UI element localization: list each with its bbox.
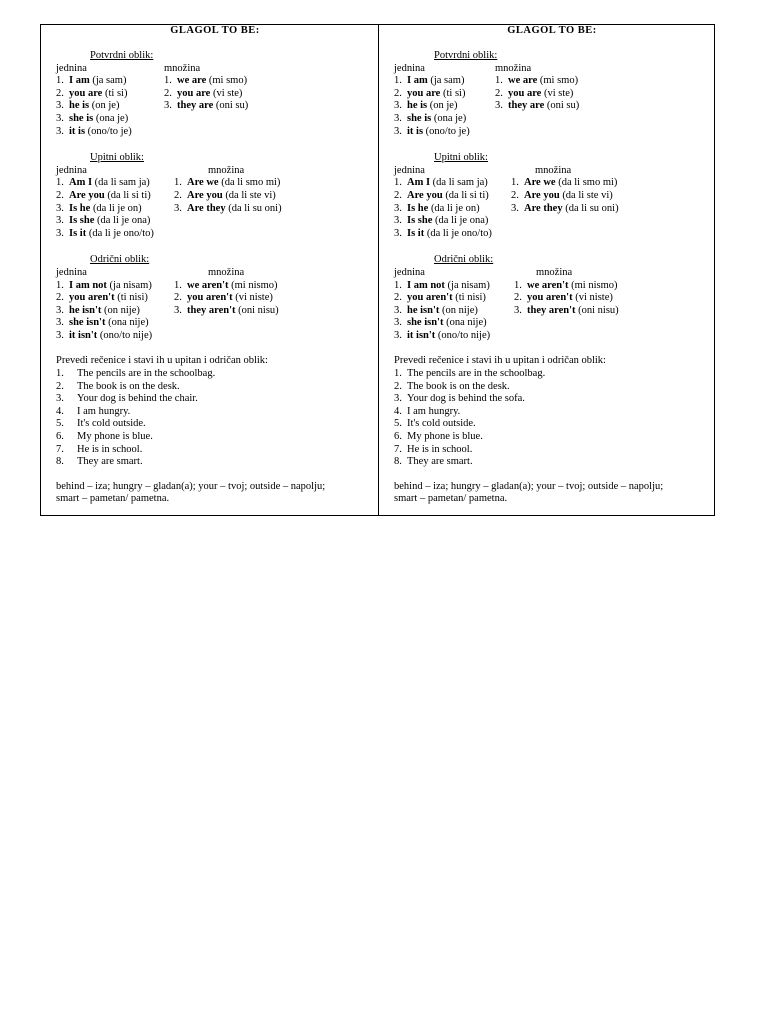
exercise-sentence: It's cold outside. [407, 418, 476, 430]
vocabulary-note [394, 481, 710, 506]
singular-form-row [56, 317, 174, 330]
exercise-number: 7. [56, 443, 64, 455]
affirmative-column-headers [56, 63, 374, 76]
form-number: 1. [56, 75, 64, 87]
plural-forms [514, 280, 619, 343]
form-verb: she isn't [69, 317, 106, 329]
exercise-sentence: They are smart. [407, 456, 473, 468]
form-number: 2. [56, 292, 64, 304]
exercise-list [56, 368, 374, 469]
question-column-headers [56, 165, 374, 178]
form-translation: (ono/to nije) [435, 329, 491, 341]
form-number: 3. [394, 304, 402, 316]
singular-label: jednina [394, 164, 425, 176]
form-number: 1. [511, 177, 519, 189]
plural-form-row [174, 280, 279, 293]
form-translation: (da li je ona) [432, 215, 489, 227]
form-translation: (mi smo) [537, 75, 579, 87]
form-number: 3. [394, 329, 402, 341]
form-verb: Is he [407, 202, 429, 214]
singular-form-row [56, 88, 164, 101]
worksheet-title: GLAGOL TO BE: [170, 25, 260, 36]
form-verb: I am not [69, 279, 107, 291]
form-translation: (ti si) [102, 87, 128, 99]
form-translation: (mi smo) [206, 75, 248, 87]
form-translation: (ono/to je) [423, 125, 470, 137]
form-verb: Are you [187, 189, 223, 201]
singular-form-row [56, 280, 174, 293]
singular-form-row [394, 190, 511, 203]
form-verb: she is [407, 112, 432, 124]
form-translation: (vi ste) [541, 87, 574, 99]
exercise-number: 1. [56, 368, 64, 380]
singular-label: jednina [394, 62, 425, 74]
negative-table [56, 280, 374, 343]
form-translation: (mi nismo) [228, 279, 278, 291]
singular-form-row [394, 100, 495, 113]
exercise-sentence: The pencils are in the schoolbag. [407, 368, 546, 380]
form-translation: (ti nisi) [452, 292, 486, 304]
right-content [394, 25, 710, 506]
form-number: 2. [174, 189, 182, 201]
form-verb: Am I [69, 177, 93, 189]
singular-forms [394, 75, 495, 138]
form-translation: (ona nije) [105, 317, 149, 329]
plural-label: množina [208, 266, 245, 278]
form-verb: you are [407, 87, 441, 99]
plural-form-row [495, 100, 579, 113]
form-translation: (da li je on) [428, 202, 480, 214]
form-verb: I am [407, 75, 428, 87]
vocabulary-line: behind – iza; hungry – gladan(a); your – tvoj; outside – napolju; [394, 480, 664, 492]
form-number: 3. [174, 202, 182, 214]
exercise-item [394, 444, 710, 457]
exercise-number: 6. [56, 431, 64, 443]
singular-form-row [394, 330, 514, 343]
form-number: 3. [56, 215, 64, 227]
singular-form-row [394, 305, 514, 318]
form-verb: Are we [524, 177, 556, 189]
form-number: 3. [56, 125, 64, 137]
plural-form-row [174, 305, 279, 318]
form-number: 1. [394, 279, 402, 291]
form-number: 3. [56, 317, 64, 329]
form-verb: she isn't [407, 317, 444, 329]
form-verb: he is [69, 100, 90, 112]
exercise-sentence: My phone is blue. [407, 431, 483, 443]
form-verb: Are they [187, 202, 226, 214]
negative-heading: Odrični oblik: [434, 254, 494, 266]
form-verb: you aren't [407, 292, 453, 304]
form-number: 1. [495, 75, 503, 87]
form-translation: (da li ste vi) [559, 189, 613, 201]
form-translation: (on nije) [101, 304, 140, 316]
form-verb: Am I [407, 177, 431, 189]
form-verb: they aren't [527, 304, 576, 316]
left-content [56, 25, 374, 506]
exercise-sentence: Your dog is behind the chair. [77, 393, 198, 405]
form-translation: (da li si ti) [104, 189, 151, 201]
exercise-item [394, 381, 710, 394]
form-verb: you are [177, 87, 211, 99]
exercise-sentence: Your dog is behind the sofa. [407, 393, 525, 405]
singular-form-row [56, 100, 164, 113]
singular-form-row [394, 215, 511, 228]
singular-forms [394, 177, 511, 240]
form-translation: (ona nije) [443, 317, 487, 329]
form-number: 2. [394, 189, 402, 201]
form-translation: (ja sam) [427, 75, 465, 87]
form-translation: (ona je) [93, 112, 129, 124]
plural-forms [511, 177, 619, 240]
form-verb: she is [69, 112, 94, 124]
form-translation: (da li ste vi) [222, 189, 276, 201]
form-verb: they are [508, 100, 545, 112]
vocabulary-note [56, 481, 374, 506]
form-verb: Are they [524, 202, 563, 214]
singular-label: jednina [56, 164, 87, 176]
form-verb: we are [177, 75, 207, 87]
singular-form-row [56, 228, 174, 241]
form-number: 3. [56, 227, 64, 239]
exercise-number: 2. [56, 380, 64, 392]
form-verb: you aren't [69, 292, 115, 304]
singular-label: jednina [56, 266, 87, 278]
form-verb: it isn't [407, 329, 436, 341]
singular-form-row [56, 330, 174, 343]
form-number: 3. [56, 304, 64, 316]
form-translation: (mi nismo) [568, 279, 618, 291]
form-number: 1. [174, 279, 182, 291]
form-verb: he isn't [407, 304, 440, 316]
form-number: 2. [164, 87, 172, 99]
form-translation: (on je) [427, 100, 458, 112]
form-translation: (da li si ti) [442, 189, 489, 201]
exercise-item [56, 418, 374, 431]
plural-form-row [495, 88, 579, 101]
exercise-sentence: The book is on the desk. [407, 380, 510, 392]
form-verb: Are you [524, 189, 560, 201]
form-number: 3. [511, 202, 519, 214]
singular-form-row [394, 280, 514, 293]
singular-form-row [394, 177, 511, 190]
form-translation: (vi ste) [210, 87, 243, 99]
exercise-item [56, 393, 374, 406]
question-heading: Upitni oblik: [90, 152, 144, 164]
plural-form-row [164, 88, 248, 101]
form-translation: (ti si) [440, 87, 466, 99]
exercise-number: 5. [56, 418, 64, 430]
affirmative-table [394, 75, 710, 138]
exercise-sentence: The book is on the desk. [77, 380, 180, 392]
exercise-number: 5. [394, 418, 402, 430]
form-translation: (on nije) [439, 304, 478, 316]
form-translation: (vi niste) [572, 292, 613, 304]
exercise-item [56, 444, 374, 457]
form-number: 2. [514, 292, 522, 304]
exercise-sentence: My phone is blue. [77, 431, 153, 443]
exercise-sentence: The pencils are in the schoolbag. [77, 368, 216, 380]
form-translation: (oni su) [213, 100, 249, 112]
form-verb: you aren't [527, 292, 573, 304]
form-number: 3. [514, 304, 522, 316]
form-translation: (da li je on) [90, 202, 142, 214]
exercise-number: 1. [394, 368, 402, 380]
exercise-item [56, 406, 374, 419]
exercise-item [56, 368, 374, 381]
exercise-number: 4. [56, 405, 64, 417]
singular-form-row [394, 88, 495, 101]
singular-form-row [56, 113, 164, 126]
singular-form-row [56, 177, 174, 190]
plural-form-row [164, 100, 248, 113]
plural-label: množina [536, 266, 573, 278]
plural-forms [495, 75, 579, 138]
form-number: 1. [56, 279, 64, 291]
form-translation: (ja nisam) [444, 279, 490, 291]
plural-form-row [514, 280, 619, 293]
exercise-item [394, 456, 710, 469]
form-translation: (ja nisam) [106, 279, 152, 291]
form-translation: (vi niste) [232, 292, 273, 304]
vocabulary-line: smart – pametan/ pametna. [394, 493, 508, 505]
exercise-number: 6. [394, 431, 402, 443]
form-translation: (oni su) [544, 100, 580, 112]
form-translation: (da li smo mi) [555, 177, 618, 189]
form-translation: (da li je ono/to) [424, 227, 492, 239]
form-number: 2. [511, 189, 519, 201]
singular-forms [394, 280, 514, 343]
form-number: 2. [56, 189, 64, 201]
form-verb: Is it [407, 227, 425, 239]
form-verb: we aren't [187, 279, 229, 291]
worksheet-sheet [40, 24, 715, 516]
question-heading: Upitni oblik: [434, 152, 488, 164]
plural-form-row [174, 177, 282, 190]
form-number: 2. [394, 292, 402, 304]
exercise-item [394, 418, 710, 431]
plural-form-row [511, 177, 619, 190]
form-number: 3. [56, 100, 64, 112]
form-translation: (on je) [89, 100, 120, 112]
form-verb: Are you [407, 189, 443, 201]
singular-form-row [394, 75, 495, 88]
form-translation: (oni nisu) [235, 304, 279, 316]
exercise-number: 7. [394, 443, 402, 455]
singular-form-row [56, 305, 174, 318]
form-verb: Is she [69, 215, 95, 227]
plural-form-row [511, 203, 619, 216]
exercise-number: 3. [394, 393, 402, 405]
singular-label: jednina [56, 62, 87, 74]
form-number: 2. [174, 292, 182, 304]
exercise-instructions: Prevedi rečenice i stavi ih u upitan i odričan oblik: [56, 355, 268, 367]
form-verb: you are [508, 87, 542, 99]
form-verb: he isn't [69, 304, 102, 316]
exercise-sentence: I am hungry. [407, 405, 461, 417]
exercise-item [394, 368, 710, 381]
singular-form-row [394, 203, 511, 216]
form-verb: it is [407, 125, 424, 137]
form-verb: they are [177, 100, 214, 112]
form-translation: (ja sam) [89, 75, 127, 87]
singular-form-row [56, 126, 164, 139]
exercise-item [56, 381, 374, 394]
form-verb: it isn't [69, 329, 98, 341]
exercise-item [56, 431, 374, 444]
exercise-list [394, 368, 710, 469]
singular-form-row [56, 215, 174, 228]
singular-form-row [394, 317, 514, 330]
form-translation: (da li su oni) [562, 202, 619, 214]
singular-forms [56, 280, 174, 343]
form-translation: (da li je ono/to) [86, 227, 154, 239]
plural-form-row [514, 292, 619, 305]
exercise-number: 8. [394, 456, 402, 468]
form-number: 3. [394, 100, 402, 112]
question-column-headers [394, 165, 710, 178]
exercise-sentence: He is in school. [407, 443, 473, 455]
form-number: 3. [394, 112, 402, 124]
exercise-sentence: I am hungry. [77, 405, 131, 417]
negative-column-headers [56, 267, 374, 280]
negative-table [394, 280, 710, 343]
form-number: 3. [56, 202, 64, 214]
singular-form-row [394, 228, 511, 241]
plural-label: množina [495, 62, 532, 74]
form-number: 2. [56, 87, 64, 99]
singular-forms [56, 177, 174, 240]
form-verb: we aren't [527, 279, 569, 291]
form-translation: (ono/to je) [85, 125, 132, 137]
question-table [56, 177, 374, 240]
singular-forms [56, 75, 164, 138]
exercise-item [394, 431, 710, 444]
form-number: 2. [394, 87, 402, 99]
form-number: 1. [174, 177, 182, 189]
plural-form-row [514, 305, 619, 318]
plural-form-row [511, 190, 619, 203]
exercise-sentence: They are smart. [77, 456, 143, 468]
form-translation: (da li su oni) [225, 202, 282, 214]
form-translation: (da li sam ja) [430, 177, 488, 189]
singular-form-row [56, 75, 164, 88]
form-verb: Is it [69, 227, 87, 239]
exercise-instructions: Prevedi rečenice i stavi ih u upitan i odričan oblik: [394, 355, 606, 367]
affirmative-table [56, 75, 374, 138]
form-number: 3. [394, 215, 402, 227]
exercise-number: 3. [56, 393, 64, 405]
form-number: 3. [394, 125, 402, 137]
form-verb: I am not [407, 279, 445, 291]
singular-form-row [56, 203, 174, 216]
form-translation: (ono/to nije) [97, 329, 153, 341]
form-translation: (oni nisu) [575, 304, 619, 316]
plural-forms [174, 177, 282, 240]
affirmative-heading: Potvrdni oblik: [434, 50, 498, 61]
vocabulary-line: behind – iza; hungry – gladan(a); your – tvoj; outside – napolju; [56, 480, 326, 492]
singular-form-row [56, 190, 174, 203]
plural-label: množina [208, 164, 245, 176]
exercise-item [56, 456, 374, 469]
plural-forms [174, 280, 279, 343]
form-verb: Are we [187, 177, 219, 189]
exercise-item [394, 393, 710, 406]
exercise-sentence: It's cold outside. [77, 418, 146, 430]
form-translation: (da li smo mi) [218, 177, 281, 189]
affirmative-column-headers [394, 63, 710, 76]
form-verb: he is [407, 100, 428, 112]
worksheet-left-copy [41, 25, 378, 515]
affirmative-heading: Potvrdni oblik: [90, 50, 154, 61]
exercise-number: 4. [394, 405, 402, 417]
form-translation: (ona je) [431, 112, 467, 124]
form-verb: we are [508, 75, 538, 87]
plural-form-row [174, 203, 282, 216]
form-number: 1. [164, 75, 172, 87]
plural-label: množina [535, 164, 572, 176]
plural-form-row [174, 190, 282, 203]
form-number: 3. [164, 100, 172, 112]
form-number: 1. [394, 75, 402, 87]
form-verb: Are you [69, 189, 105, 201]
form-number: 3. [495, 100, 503, 112]
form-number: 1. [514, 279, 522, 291]
singular-form-row [394, 292, 514, 305]
plural-form-row [164, 75, 248, 88]
form-verb: I am [69, 75, 90, 87]
negative-column-headers [394, 267, 710, 280]
singular-form-row [394, 113, 495, 126]
form-verb: Is he [69, 202, 91, 214]
form-number: 1. [394, 177, 402, 189]
form-verb: you aren't [187, 292, 233, 304]
negative-heading: Odrični oblik: [90, 254, 150, 266]
plural-forms [164, 75, 248, 138]
form-number: 3. [174, 304, 182, 316]
form-translation: (da li sam ja) [92, 177, 150, 189]
form-verb: they aren't [187, 304, 236, 316]
form-number: 3. [56, 329, 64, 341]
form-number: 3. [56, 112, 64, 124]
plural-label: množina [164, 62, 201, 74]
singular-form-row [394, 126, 495, 139]
question-table [394, 177, 710, 240]
worksheet-title: GLAGOL TO BE: [507, 25, 597, 36]
singular-label: jednina [394, 266, 425, 278]
worksheet-right-copy [378, 25, 714, 515]
form-number: 3. [394, 317, 402, 329]
form-translation: (ti nisi) [114, 292, 148, 304]
form-number: 3. [394, 227, 402, 239]
form-number: 3. [394, 202, 402, 214]
exercise-sentence: He is in school. [77, 443, 143, 455]
singular-form-row [56, 292, 174, 305]
form-verb: it is [69, 125, 86, 137]
form-verb: Is she [407, 215, 433, 227]
vocabulary-line: smart – pametan/ pametna. [56, 493, 170, 505]
form-translation: (da li je ona) [94, 215, 151, 227]
plural-form-row [174, 292, 279, 305]
form-number: 2. [495, 87, 503, 99]
exercise-number: 2. [394, 380, 402, 392]
exercise-number: 8. [56, 456, 64, 468]
plural-form-row [495, 75, 579, 88]
exercise-item [394, 406, 710, 419]
form-verb: you are [69, 87, 103, 99]
form-number: 1. [56, 177, 64, 189]
